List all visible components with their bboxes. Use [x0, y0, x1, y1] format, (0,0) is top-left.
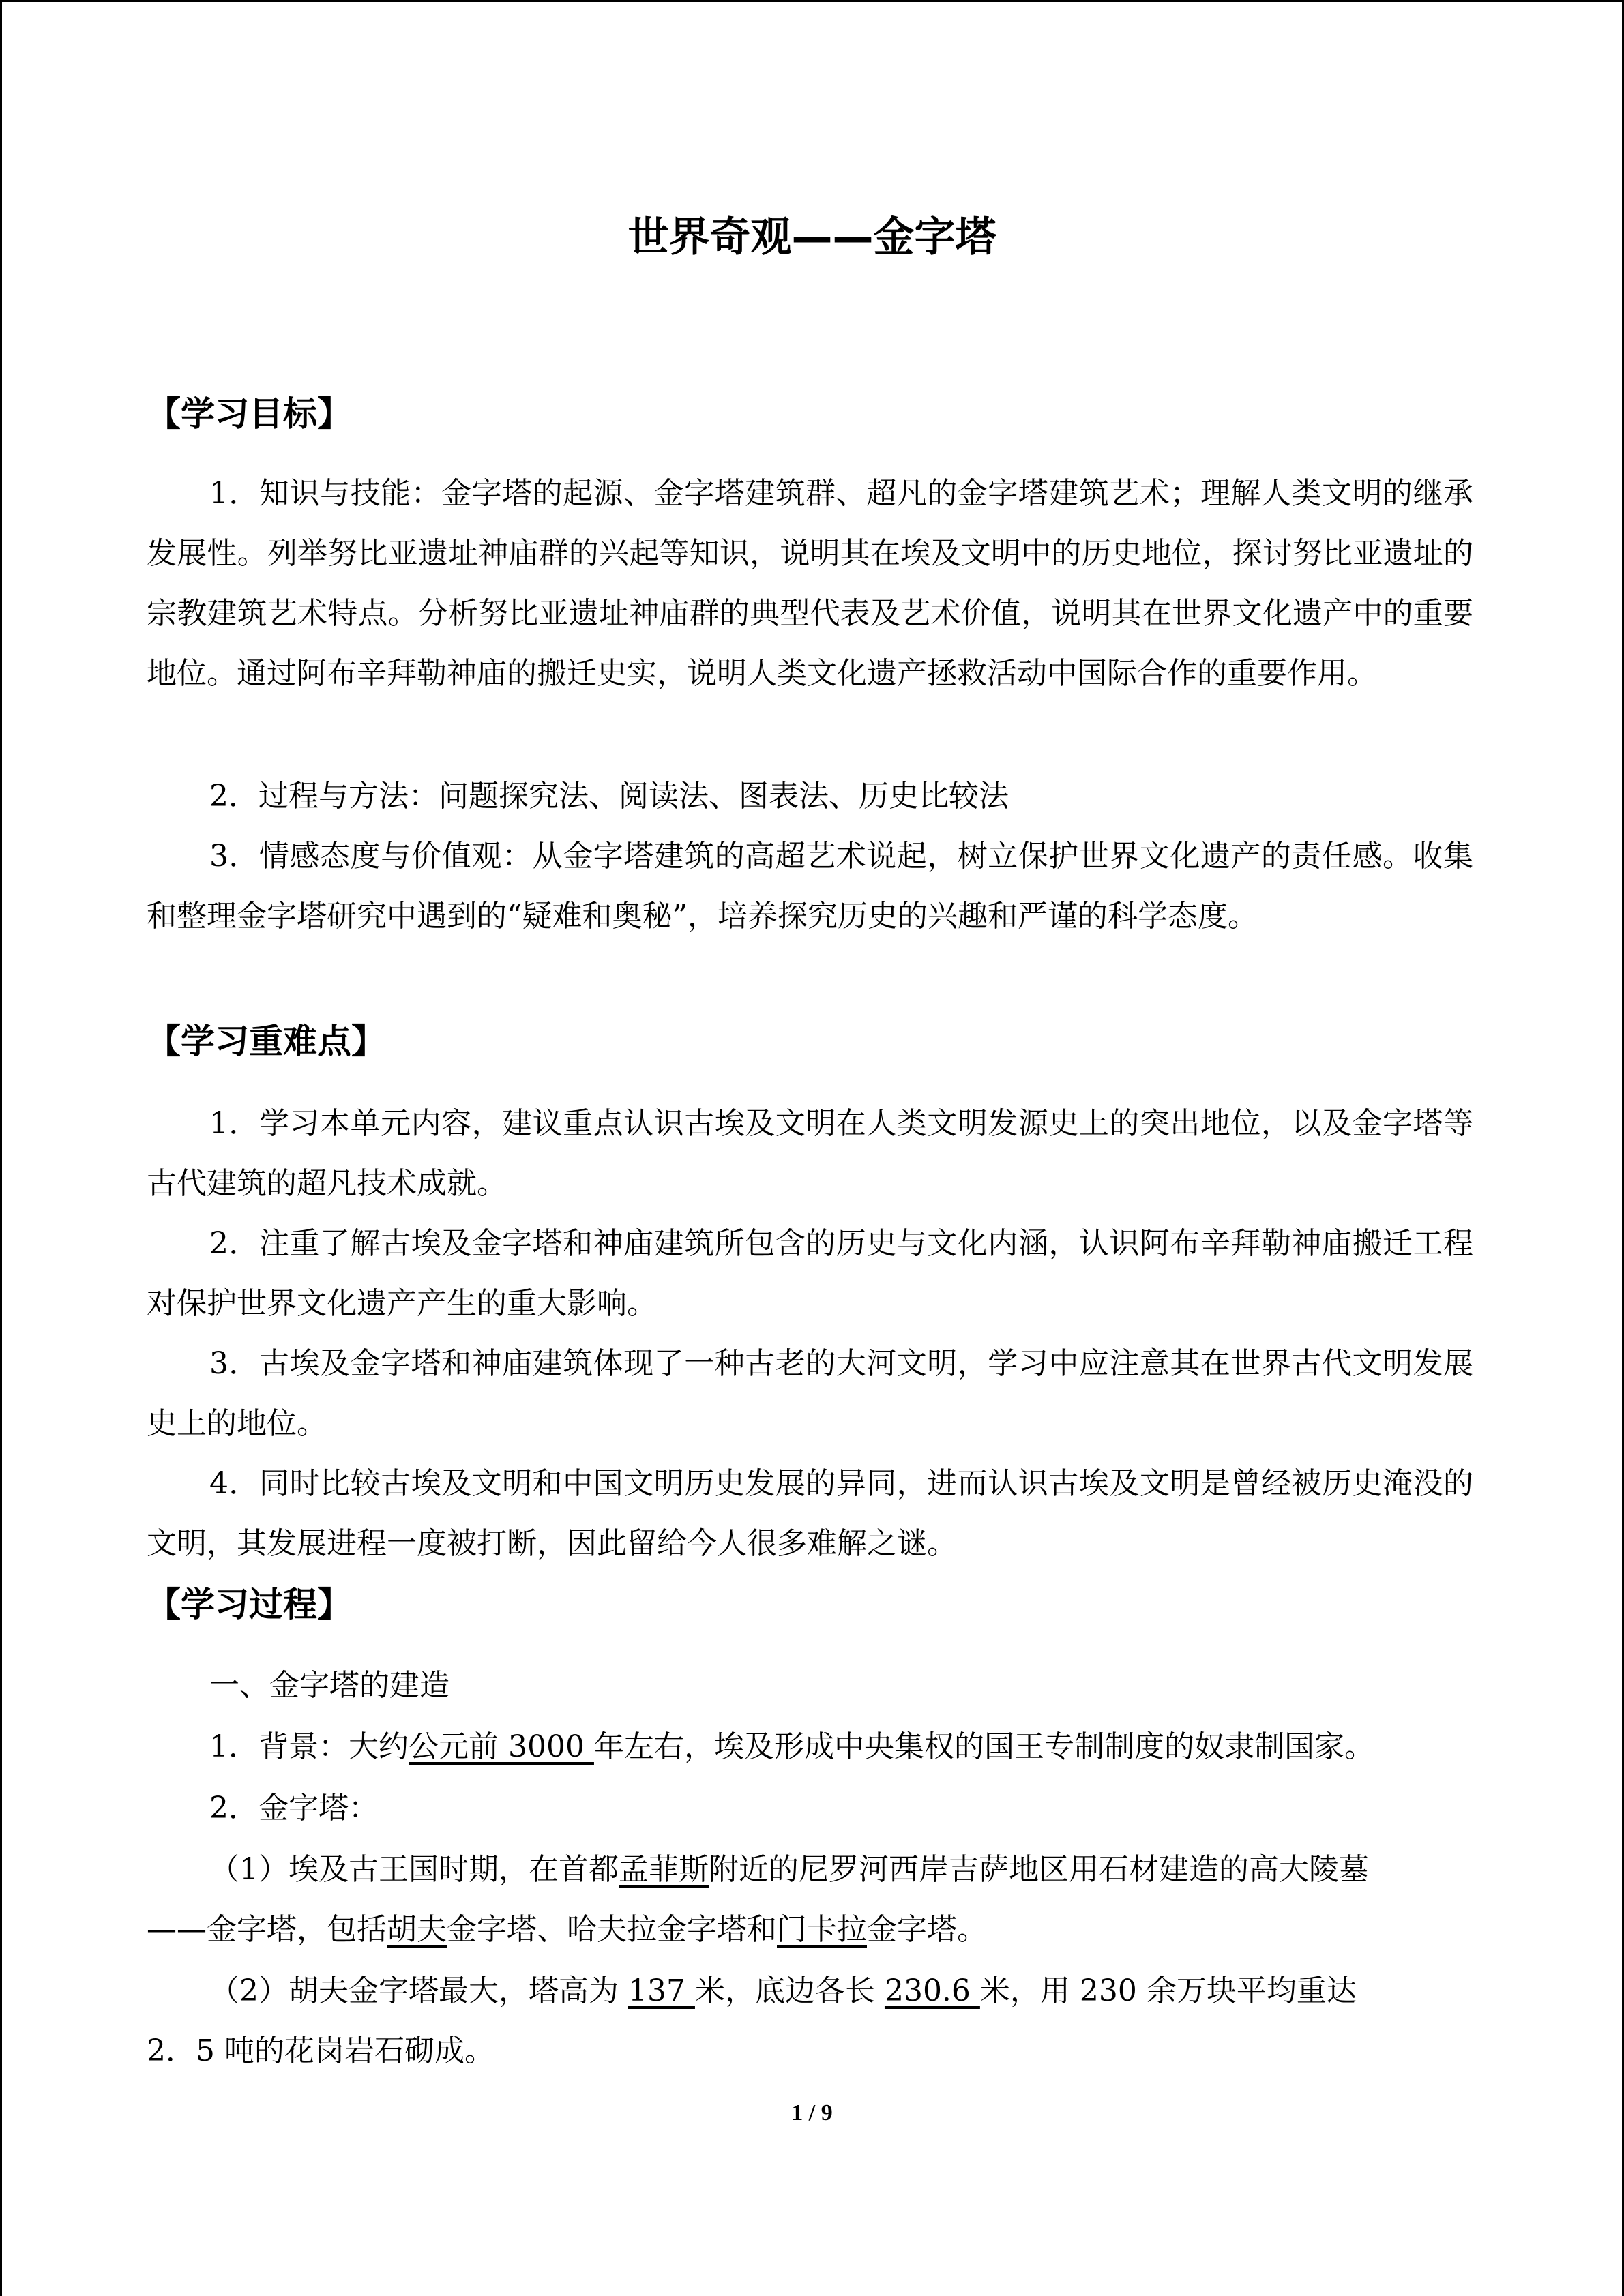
sub-1-blank-menkaure: 门卡拉 [777, 1912, 867, 1947]
background-text: 年左右，埃及形成中央集权的国王专制制度的奴隶制国家。 [593, 1729, 1374, 1764]
sub-1-blank-khufu: 胡夫 [387, 1912, 447, 1947]
process-sub-1-line-1 [140, 1840, 1369, 1900]
key-points-paragraph-1: 1．学习本单元内容，建议重点认识古埃及文明在人类文明发源史上的突出地位，以及金字塔等古代建筑的超凡技术成就。 [147, 1106, 1473, 1201]
goals-paragraph-2: 2．过程与方法：问题探究法、阅读法、图表法、历史比较法 [209, 779, 1009, 814]
section-heading-process: 【学习过程】 [147, 1585, 351, 1624]
key-points-paragraph-4: 4．同时比较古埃及文明和中国文明历史发展的异同，进而认识古埃及文明是曾经被历史淹没的文明，其发展进程一度被打断，因此留给今人很多难解之谜。 [147, 1466, 1473, 1561]
sub-2-blank-height: 137 [628, 1973, 695, 2008]
goals-paragraph-3: 3．情感态度与价值观：从金字塔建筑的高超艺术说起，树立保护世界文化遗产的责任感。收集和整理金字塔研究中遇到的“疑难和奥秘”，培养探究历史的兴趣和严谨的科学态度。 [147, 839, 1473, 934]
page-top-border [0, 0, 1624, 2]
sub-2-text-b: 米，底边各长 [694, 1973, 885, 2008]
goals-paragraph-1: 1．知识与技能：金字塔的起源、金字塔建筑群、超凡的金字塔建筑艺术；理解人类文明的继承发展性。列举努比亚遗址神庙群的兴起等知识，说明其在埃及文明中的历史地位，探讨努比亚遗址的宗教建筑艺术特点。分析努比亚遗址神庙群的典型代表及艺术价值，说明其在世界文化遗产中的重要地位。通过阿布辛拜勒神庙的搬迁史实，说明人类文化遗产拯救活动中国际合作的重要作用。 [147, 476, 1473, 691]
sub-1-text-d: 金字塔、哈夫拉金字塔和 [447, 1912, 777, 1947]
sub-1-blank-capital: 孟菲斯 [619, 1852, 709, 1887]
key-points-paragraph-3: 3．古埃及金字塔和神庙建筑体现了一种古老的大河文明，学习中应注意其在世界古代文明发展史上的地位。 [147, 1346, 1473, 1441]
background-label: 1．背景：大约 [209, 1729, 409, 1764]
document-title: 世界奇观——金字塔 [628, 213, 996, 261]
sub-1-text-a: （1）埃及古王国时期，在首都 [209, 1852, 619, 1887]
section-heading-goals: 【学习目标】 [147, 394, 351, 434]
page-left-border [0, 0, 2, 2296]
key-points-paragraph-2: 2．注重了解古埃及金字塔和神庙建筑所包含的历史与文化内涵，认识阿布辛拜勒神庙搬迁工程对保护世界文化遗产产生的重大影响。 [147, 1226, 1473, 1321]
process-sub-1-line-2 [147, 1900, 987, 1960]
sub-1-text-e: 金字塔。 [867, 1912, 987, 1947]
sub-1-text-c: ——金字塔，包括 [147, 1912, 387, 1947]
sub-2-text-a: （2）胡夫金字塔最大，塔高为 [209, 1973, 628, 2008]
process-background-line [147, 1717, 1374, 1777]
page-number: 1 / 9 [791, 2100, 833, 2126]
process-item-2: 2．金字塔： [209, 1791, 379, 1825]
sub-2-text-c: 米，用 230 余万块平均重达 [979, 1973, 1357, 2008]
process-sub-2-line-2: 2．5 吨的花岗岩石砌成。 [147, 2033, 494, 2068]
process-heading-1: 一、金字塔的建造 [209, 1668, 449, 1703]
sub-1-text-b: 附近的尼罗河西岸吉萨地区用石材建造的高大陵墓 [709, 1852, 1369, 1887]
sub-2-blank-base: 230.6 [884, 1973, 980, 2008]
background-blank-date: 公元前 3000 [409, 1729, 594, 1764]
section-heading-key-points: 【学习重难点】 [147, 1022, 385, 1061]
process-sub-2-line-1 [140, 1961, 1357, 2021]
